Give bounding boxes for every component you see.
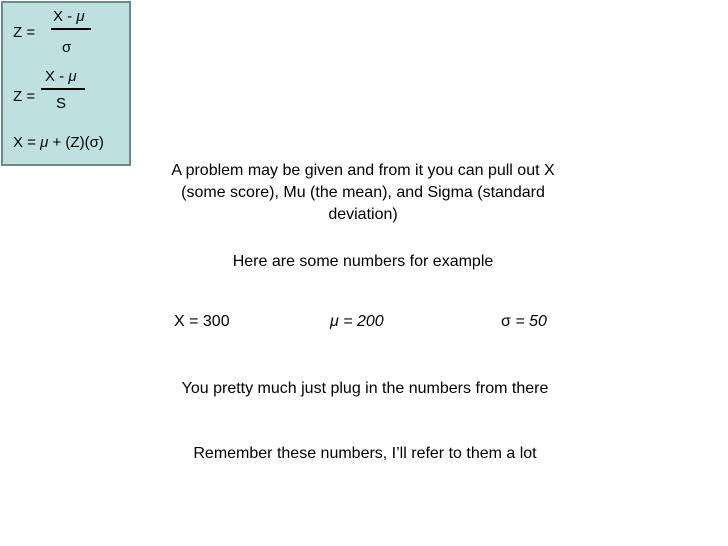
intro-paragraph: A problem may be given and from it you can pull out X (some score), Mu (the mean), and Sigma (standard deviation) <box>171 162 555 223</box>
formula-2-fraction-bar <box>41 88 85 90</box>
formula-1-numerator: X - μ <box>53 8 85 25</box>
formula-box <box>1 1 131 166</box>
formula-2-numerator: X - μ <box>45 68 77 85</box>
formula-3: X = μ + (Z)(σ) <box>13 134 104 151</box>
formula-1-z-label: Z = <box>13 24 36 41</box>
example-heading: Here are some numbers for example <box>232 253 494 270</box>
formula-2-denominator: S <box>56 95 67 112</box>
remember-text: Remember these numbers, I’ll refer to them a lot <box>193 445 537 462</box>
formula-1-fraction-bar <box>51 28 91 30</box>
value-x: X = 300 <box>174 313 230 330</box>
value-sigma: σ = 50 <box>501 313 547 330</box>
formula-2-z-label: Z = <box>13 88 36 105</box>
value-mu: μ = 200 <box>330 313 384 330</box>
plug-in-text: You pretty much just plug in the numbers from there <box>181 380 549 397</box>
formula-1-denominator: σ <box>62 39 72 56</box>
